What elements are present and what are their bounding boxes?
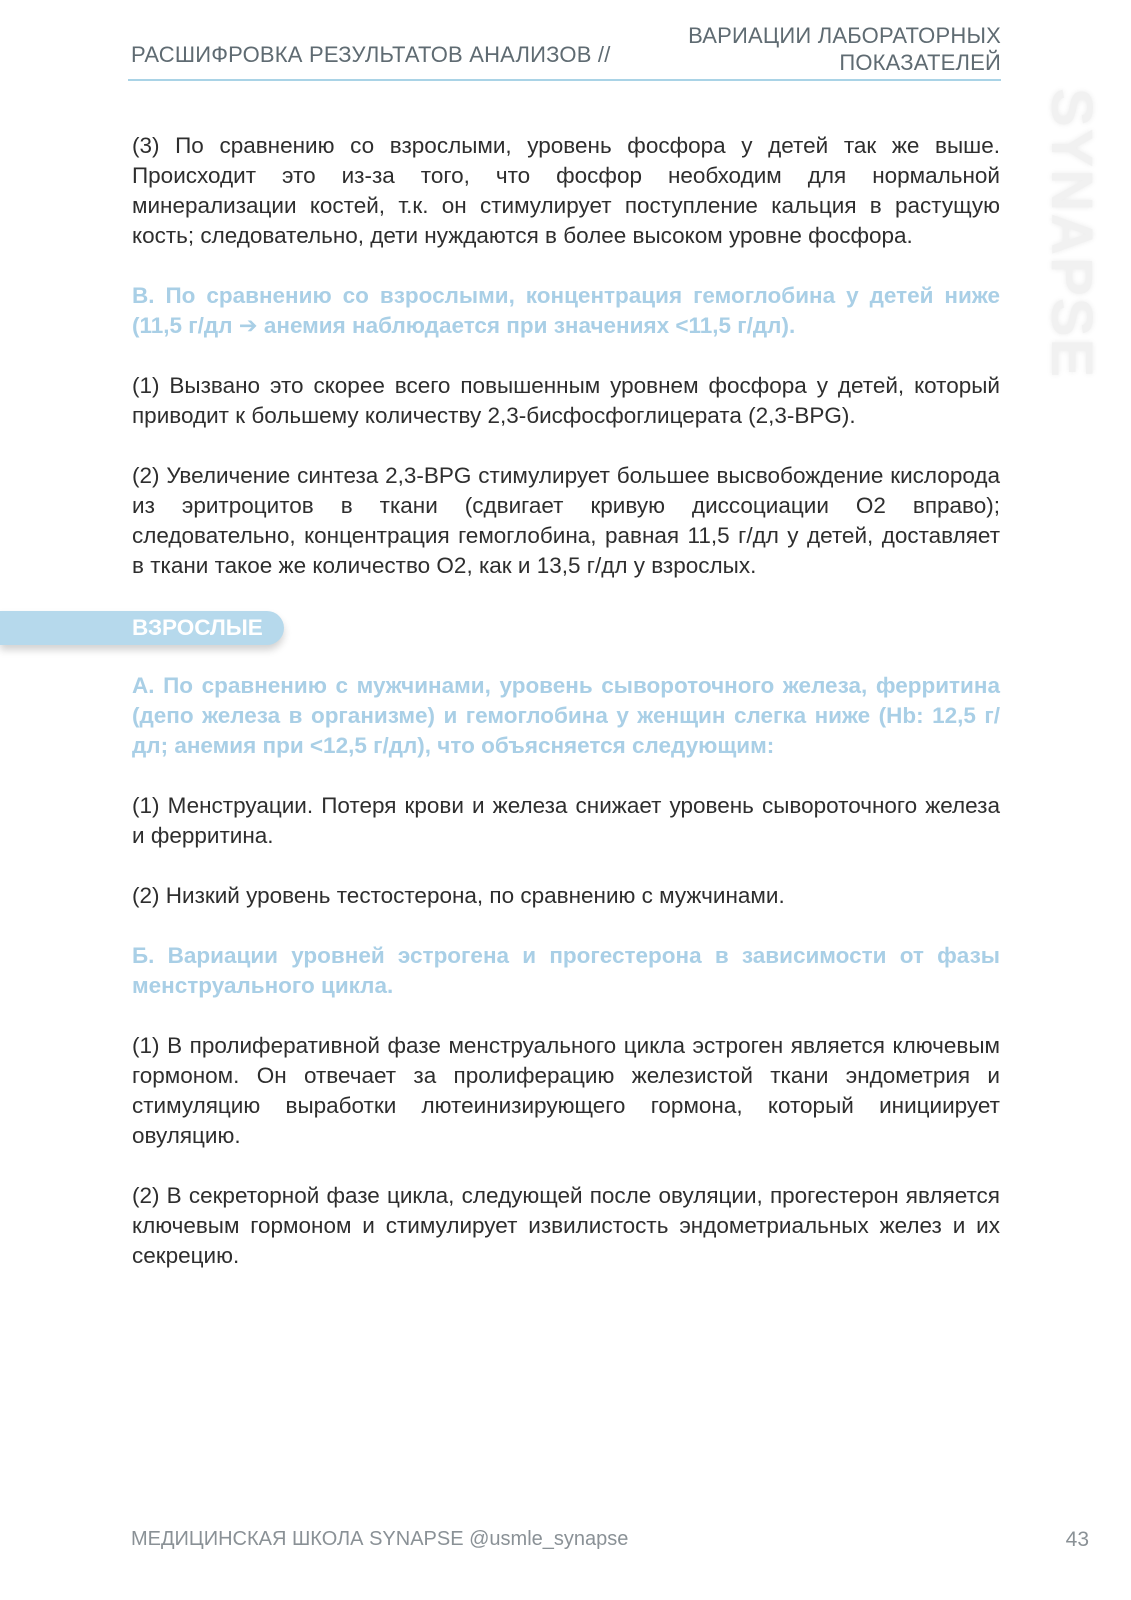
running-header-right-line1: ВАРИАЦИИ ЛАБОРАТОРНЫХ (688, 23, 1001, 48)
footer-school-name: МЕДИЦИНСКАЯ ШКОЛА SYNAPSE @usmle_synapse (131, 1528, 629, 1550)
page-number: 43 (1065, 1528, 1089, 1551)
subheading-hemoglobin-children: В. По сравнению со взрослыми, концентрация гемоглобина у детей ниже (11,5 г/дл ➔ анемия наблюдается при значениях <11,5 г/дл). (132, 283, 1000, 338)
paragraph-secretory-phase: (2) В секреторной фазе цикла, следующей после овуляции, прогестерон является ключевым гормоном и стимулирует извилистость эндометриальных желез и их секрецию. (132, 1183, 1000, 1268)
running-header-right-line2: ПОКАЗАТЕЛЕЙ (839, 50, 1001, 75)
side-brand-watermark: SYNAPSE (1039, 88, 1104, 380)
running-header-right (621, 22, 1001, 76)
subheading-hormone-variation: Б. Вариации уровней эстрогена и прогестерона в зависимости от фазы менструального цикла. (132, 943, 1000, 998)
paragraph-bpg-cause: (1) Вызвано это скорее всего повышенным уровнем фосфора у детей, который приводит к большему количеству 2,3-бисфосфоглицерата (2,3-BPG). (132, 373, 1000, 428)
running-header-left: РАСШИФРОВКА РЕЗУЛЬТАТОВ АНАЛИЗОВ // (131, 42, 611, 67)
subheading-iron-women: А. По сравнению с мужчинами, уровень сывороточного железа, ферритина (депо железа в организме) и гемоглобина у женщин слегка ниже (Hb: 12,5 г/дл; анемия при <12,5 г/дл), что объясняется следующим: (132, 673, 1000, 758)
page-body (132, 131, 1000, 1301)
paragraph-testosterone: (2) Низкий уровень тестостерона, по сравнению с мужчинами. (132, 883, 785, 908)
header-divider (128, 79, 1001, 81)
section-tab-label: ВЗРОСЛЫЕ (132, 615, 263, 640)
paragraph-phosphorus: (3) По сравнению со взрослыми, уровень фосфора у детей так же выше. Происходит это из-за того, что фосфор необходим для нормальной минерализации костей, т.к. он стимулирует поступление кальция в растущую кость; следовательно, дети нуждаются в более высоком уровне фосфора. (132, 133, 1000, 248)
section-tab-adults (0, 611, 284, 645)
paragraph-bpg-effect: (2) Увеличение синтеза 2,3-BPG стимулирует большее высвобождение кислорода из эритроцитов в ткани (сдвигает кривую диссоциации O2 вправо); следовательно, концентрация гемоглобина, равная 11,5 г/дл у детей, доставляет в ткани такое же количество O2, как и 13,5 г/дл у взрослых. (132, 463, 1000, 578)
paragraph-proliferative-phase: (1) В пролиферативной фазе менструального цикла эстроген является ключевым гормоном. Он отвечает за пролиферацию железистой ткани эндометрия и стимуляцию выработки лютеинизирующего гормона, который инициирует овуляцию. (132, 1033, 1000, 1148)
paragraph-menstruation: (1) Менструации. Потеря крови и железа снижает уровень сывороточного железа и ферритина. (132, 793, 1000, 848)
